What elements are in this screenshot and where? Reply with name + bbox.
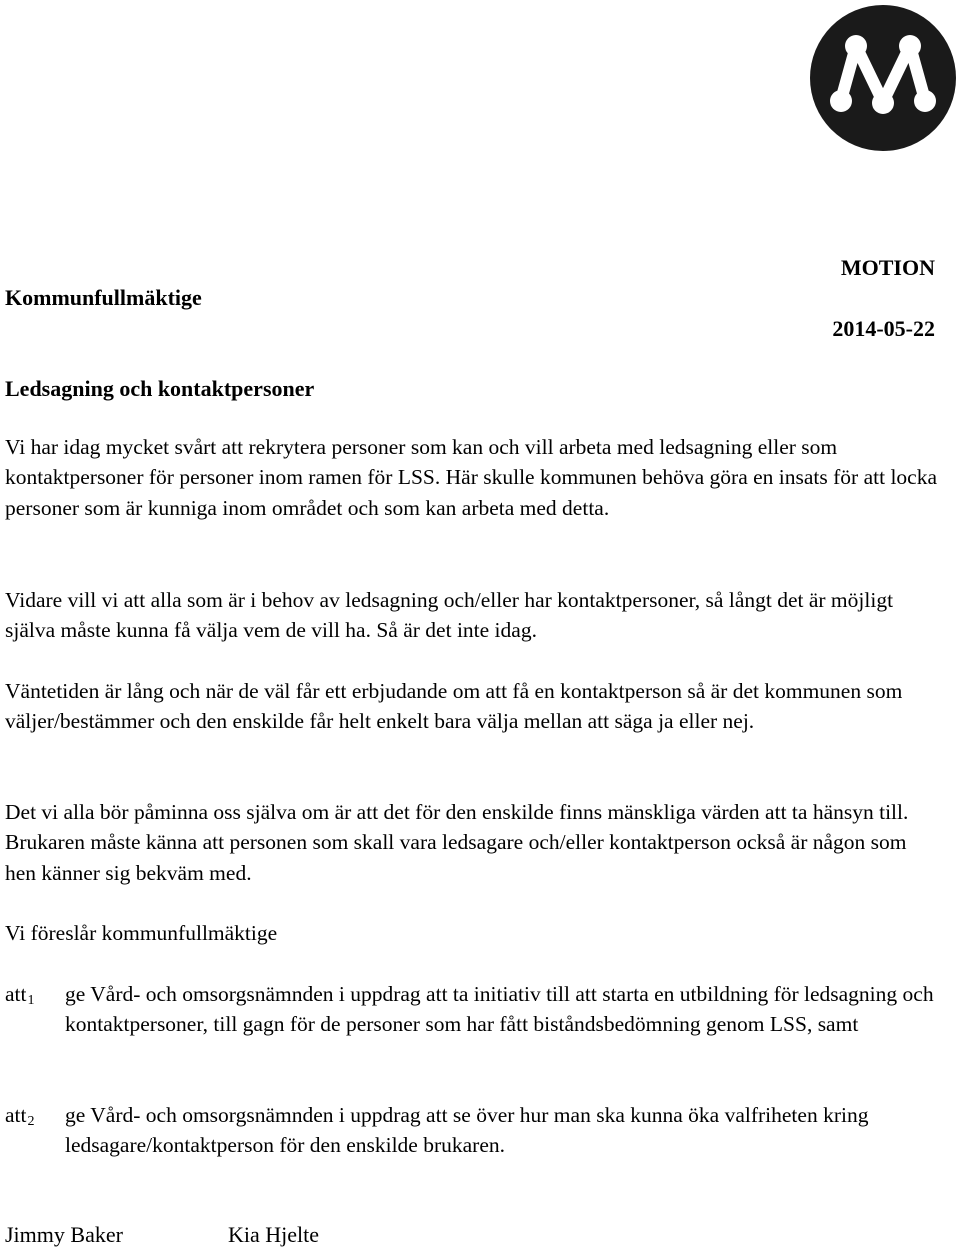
- proposal-text: ge Vård- och omsorgsnämnden i uppdrag att ta initiativ till att starta en utbildning för ledsagning och kontaktpersoner, till gagn för de personer som har fått biståndsbedömning genom LSS, samt: [65, 982, 934, 1037]
- body-paragraph-3: Väntetiden är lång och när de väl får ett erbjudande om att få en kontaktperson så är det kommunen som väljer/bestämmer och den enskilde får helt enkelt bara välja mellan att säga ja eller nej.: [5, 679, 903, 734]
- document-date: 2014-05-22: [832, 316, 935, 341]
- m-logo-icon: [809, 4, 957, 152]
- subject-heading: Ledsagning och kontaktpersoner: [5, 376, 315, 401]
- proposal-text: ge Vård- och omsorgsnämnden i uppdrag att se över hur man ska kunna öka valfriheten kring ledsagare/kontaktperson för den enskilde brukaren.: [65, 1103, 869, 1158]
- document-type: MOTION: [840, 255, 935, 280]
- proposal-item-1: [5, 979, 940, 1040]
- signature-name: Jimmy Baker: [5, 1222, 123, 1247]
- proposal-label: att$_1$: [5, 982, 35, 1008]
- signature-name: Kia Hjelte: [228, 1222, 320, 1247]
- proposal-number: 2: [27, 1114, 35, 1129]
- body-paragraph-1: Vi har idag mycket svårt att rekrytera personer som kan och vill arbeta med ledsagning eller som kontaktpersoner för personer inom ramen för LSS. Här skulle kommunen behöva göra en insats för att locka personer som är kunniga inom området och som kan arbeta med detta.: [5, 435, 938, 520]
- recipient-heading: Kommunfullmäktige: [5, 285, 202, 310]
- body-paragraph-4: Det vi alla bör påminna oss själva om är att det för den enskilde finns mänskliga värden att ta hänsyn till. Brukaren måste känna att personen som skall vara ledsagare och/eller kontaktperson också är någon som hen känner sig bekväm med.: [5, 800, 909, 885]
- proposal-label: att$_2$: [5, 1103, 35, 1129]
- proposal-number: 1: [27, 993, 35, 1008]
- body-paragraph-2: Vidare vill vi att alla som är i behov av ledsagning och/eller har kontaktpersoner, så långt det är möjligt själva måste kunna få välja vem de vill ha. Så är det inte idag.: [5, 588, 894, 643]
- proposal-item-2: [5, 1100, 940, 1161]
- proposal-intro: Vi föreslår kommunfullmäktige: [5, 921, 278, 945]
